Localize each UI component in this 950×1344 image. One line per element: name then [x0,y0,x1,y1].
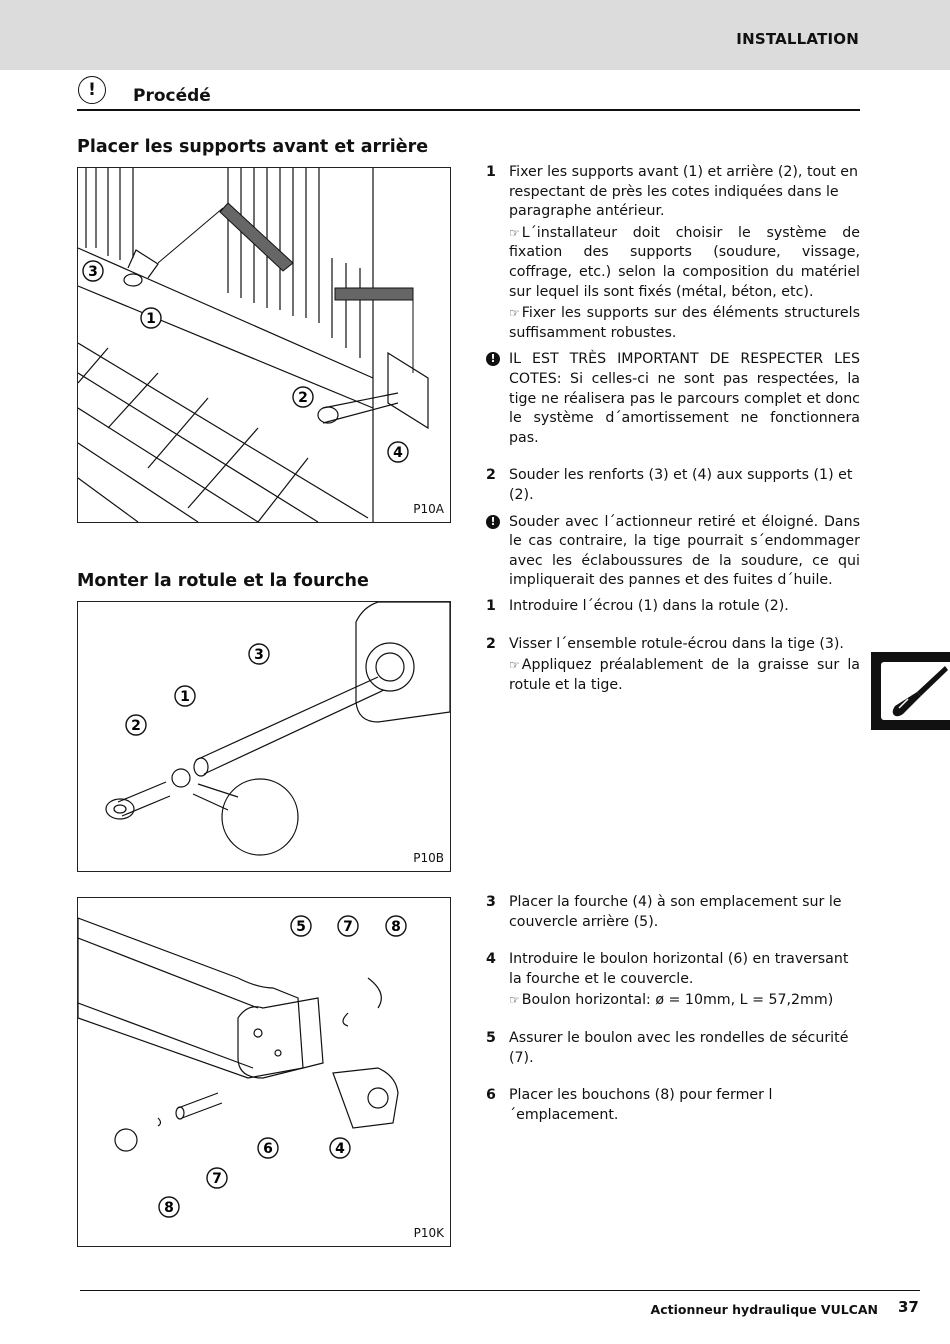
step-item [486,893,860,932]
step-number: 2 [486,467,496,484]
svg-text:5: 5 [296,919,306,935]
step-number: 1 [486,598,496,614]
figure-code: P10B [413,851,444,865]
chapter-tab [871,652,950,730]
step-number: 3 [486,894,496,910]
chapter-tab-inner [881,662,950,720]
section1-steps [486,163,860,591]
warning-item: ! Souder avec l´actionneur retiré et éloigné. Dans le cas contraire, la tige pourrait s´endommager avec les éclaboussures de la soudure, ce qui impliquerait des pannes et des fuites d´huile. [486,513,860,591]
figure-p10b [77,601,451,872]
warning-item: ! IL EST TRÈS IMPORTANT DE RESPECTER LES COTES: Si celles-ci ne sont pas respectées, la tige ne réalisera pas le parcours complet et donc le système d´amortissement ne fonctionnera pas. [486,350,860,448]
svg-text:1: 1 [146,311,156,327]
step-number: 6 [486,1087,496,1104]
step-item [486,1086,860,1125]
page-number: 37 [898,1298,919,1316]
pointing-hand-icon: ☞ [509,658,520,673]
figure-code: P10K [413,1226,444,1240]
procedure-divider [77,109,860,111]
svg-text:4: 4 [393,445,403,461]
step-text: Visser l´ensemble rotule-écrou dans la tige (3). [509,635,844,652]
svg-text:2: 2 [298,390,308,406]
svg-text:4: 4 [335,1141,345,1157]
step-number: 4 [486,951,496,968]
step-text: Souder les renforts (3) et (4) aux supports (1) et (2). [509,467,853,503]
note-item: ☞ Boulon horizontal: ø = 10mm, L = 57,2mm) [509,992,834,1009]
step-number: 1 [486,164,496,180]
step-item [486,635,860,696]
svg-text:7: 7 [343,919,353,935]
note-item: ☞ L´installateur doit choisir le système de fixation des supports (soudure, vissage, coffrage, etc.) selon la composition du matériel sur lequel ils sont fixés (métal, béton, etc). [509,224,860,300]
step-number: 2 [486,635,496,652]
figure-p10k [77,897,451,1247]
screwdriver-icon [881,662,950,720]
svg-text:8: 8 [391,919,401,935]
footer-divider [80,1290,920,1291]
step-item [486,1029,860,1068]
exclamation-icon: ! [486,352,500,366]
svg-text:6: 6 [263,1141,273,1157]
pointing-hand-icon: ☞ [509,225,520,240]
figure-code: P10A [413,502,444,516]
section-header-title: INSTALLATION [736,30,859,48]
svg-text:2: 2 [131,718,141,734]
step-item [486,597,860,617]
step-number: 5 [486,1029,496,1046]
svg-text:7: 7 [212,1171,222,1187]
section1-title: Placer les supports avant et arrière [77,137,429,157]
section3-steps [486,893,860,1125]
note-item: ☞ Appliquez préalablement de la graisse sur la rotule et la tige. [509,657,860,693]
exclamation-icon: ! [486,515,500,529]
step-text: Placer la fourche (4) à son emplacement sur le couvercle arrière (5). [509,894,842,930]
step-text: Assurer le boulon avec les rondelles de sécurité (7). [509,1029,849,1066]
footer-title: Actionneur hydraulique VULCAN [650,1302,878,1317]
pointing-hand-icon: ☞ [509,306,520,321]
step-text: Introduire l´écrou (1) dans la rotule (2). [509,598,789,614]
procedure-title: Procédé [133,86,211,106]
svg-text:8: 8 [164,1200,174,1216]
section2-title: Monter la rotule et la fourche [77,571,369,591]
header-band [0,0,950,70]
step-item [486,163,860,343]
step-text: Introduire le boulon horizontal (6) en traversant la fourche et le couvercle. [509,951,849,987]
svg-text:3: 3 [254,647,264,663]
svg-text:1: 1 [180,689,190,705]
note-item: ☞ Fixer les supports sur des éléments structurels suffisamment robustes. [509,305,860,341]
gate-bars [86,168,360,358]
step-text: Placer les bouchons (8) pour fermer l´emplacement. [509,1087,773,1123]
figure-p10a [77,167,451,523]
svg-text:3: 3 [88,264,98,280]
section2-steps [486,597,860,695]
step-item [486,466,860,505]
step-text: Fixer les supports avant (1) et arrière (2), tout en respectant de près les cotes indiquées dans le paragraphe antérieur. [509,164,858,220]
step-item [486,950,860,1011]
exclamation-circle-icon: ! [78,76,106,104]
pointing-hand-icon: ☞ [509,993,520,1008]
